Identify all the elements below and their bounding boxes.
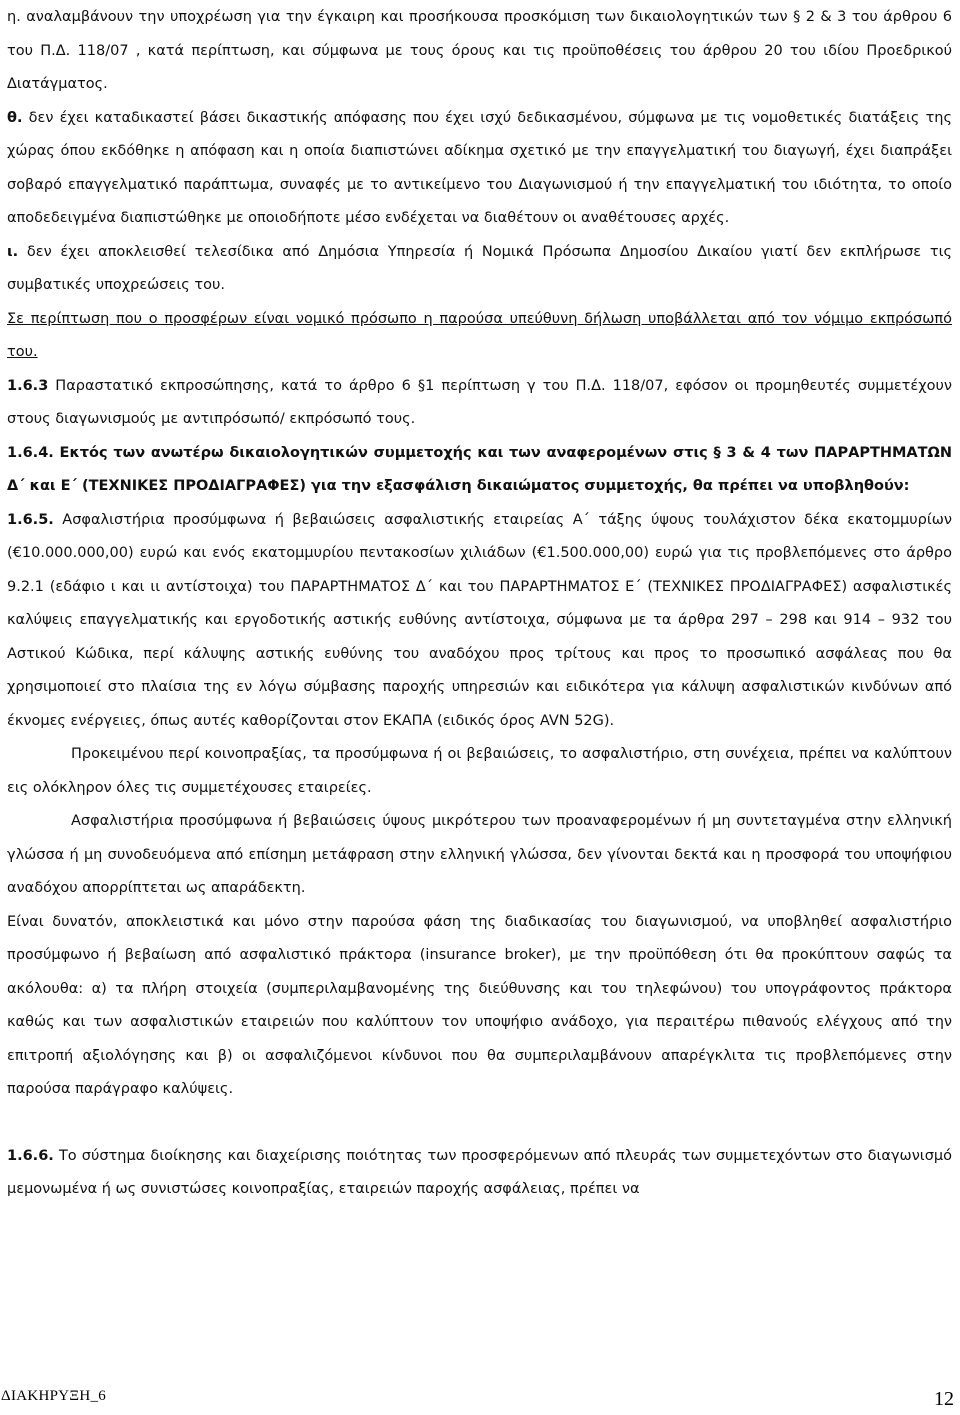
section-1-6-4	[7, 437, 952, 504]
section-number-1-6-6: 1.6.6.	[7, 1147, 54, 1164]
paragraph-spacer	[7, 1107, 952, 1140]
paragraph-broker	[7, 906, 952, 1107]
paragraph-eta-text: η. αναλαμβάνουν την υποχρέωση για την έγκαιρη και προσήκουσα προσκόμιση των δικαιολογητικών των § 2 & 3 του άρθρου 6 του Π.Δ. 118/07 , κατά περίπτωση, και σύμφωνα με τους όρους και τις προϋποθέσεις του άρθρου 20 του ιδίου Προεδρικού Διατάγματος.	[7, 9, 952, 92]
paragraph-foreign-language-text: Ασφαλιστήρια προσύμφωνα ή βεβαιώσεις ύψους μικρότερου των προαναφερομένων ή μη συντεταγμένα στην ελληνική γλώσσα ή μη συνοδευόμενα από επίσημη μετάφραση στην ελληνική γλώσσα, δεν γίνονται δεκτά και η προσφορά του υποψήφιου αναδόχου απορρίπτεται ως απαράδεκτη.	[7, 813, 952, 896]
legal-person-note: Σε περίπτωση που ο προσφέρων είναι νομικό πρόσωπο η παρούσα υπεύθυνη δήλωση υποβάλλεται από τον νόμιμο εκπρόσωπό του.	[7, 310, 952, 360]
item-label-iota: ι.	[7, 243, 19, 260]
paragraph-theta	[7, 102, 952, 236]
section-1-6-4-text: 1.6.4. Εκτός των ανωτέρω δικαιολογητικών συμμετοχής και των αναφερομένων στις § 3 & 4 των ΠΑΡΑΡΤΗΜΑΤΩΝ Δ΄ και Ε΄ (ΤΕΧΝΙΚΕΣ ΠΡΟΔΙΑΓΡΑΦΕΣ) για την εξασφάλιση δικαιώματος συμμετοχής, θα πρέπει να υποβληθούν:	[7, 444, 952, 494]
paragraph-eta	[7, 1, 952, 102]
paragraph-consortium-text: Προκειμένου περί κοινοπραξίας, τα προσύμφωνα ή οι βεβαιώσεις, το ασφαλιστήριο, στη συνέχεια, πρέπει να καλύπτουν εις ολόκληρον όλες τις συμμετέχουσες εταιρείες.	[7, 746, 952, 796]
section-1-6-3	[7, 370, 952, 437]
page-footer	[0, 1388, 960, 1414]
section-1-6-5-text: Ασφαλιστήρια προσύμφωνα ή βεβαιώσεις ασφαλιστικής εταιρείας Α΄ τάξης ύψους τουλάχιστον δέκα εκατομμυρίων (€10.000.000,00) ευρώ και ενός εκατομμυρίου πεντακοσίων χιλιάδων (€1.500.000,00) ευρώ για τις προβλεπόμενες στο άρθρο 9.2.1 (εδάφιο ι και ιι αντίστοιχα) του ΠΑΡΑΡΤΗΜΑΤΟΣ Δ΄ και του ΠΑΡΑΡΤΗΜΑΤΟΣ Ε΄ (ΤΕΧΝΙΚΕΣ ΠΡΟΔΙΑΓΡΑΦΕΣ) ασφαλιστικές καλύψεις επαγγελματικής και εργοδοτικής αστικής ευθύνης αντίστοιχα, σύμφωνα με τα άρθρα 297 – 298 και 914 – 932 του Αστικού Κώδικα, περί κάλυψης αστικής ευθύνης του αναδόχου προς τρίτους και προς το προσωπικό ασφάλεας που θα χρησιμοποιεί στο πλαίσια της εν λόγω σύμβασης παροχής υπηρεσιών και ειδικότερα για κάλυψη ασφαλιστικών κινδύνων από έκνομες ενέργειες, όπως αυτές καθορίζονται στον ΕΚΑΠΑ (ειδικός όρος AVN 52G).	[7, 511, 952, 729]
section-1-6-5	[7, 504, 952, 739]
footer-doc-code: ΔΙΑΚΗΡΥΞΗ_6	[1, 1388, 107, 1404]
paragraph-broker-text: Είναι δυνατόν, αποκλειστικά και μόνο στην παρούσα φάση της διαδικασίας του διαγωνισμού, να υποβληθεί ασφαλιστήριο προσύμφωνο ή βεβαίωση από ασφαλιστικό πράκτορα (insurance broker), με την προϋπόθεση ότι θα προκύπτουν σαφώς τα ακόλουθα: α) τα πλήρη στοιχεία (συμπεριλαμβανομένης της διεύθυνσης και του τηλεφώνου) του υπογράφοντος πράκτορα καθώς και των ασφαλιστικών εταιρειών που καλύπτουν τον υποψήφιο ανάδοχο, για περαιτέρω πιθανούς ελέγχους από την επιτροπή αξιολόγησης και β) οι ασφαλιζόμενοι κίνδυνοι που θα συμπεριλαμβάνουν απαρέγκλιτα τις προβλεπόμενες στην παρούσα παράγραφο καλύψεις.	[7, 913, 952, 1097]
paragraph-legal-person	[7, 303, 952, 370]
paragraph-iota-text: δεν έχει αποκλεισθεί τελεσίδικα από Δημόσια Υπηρεσία ή Νομικά Πρόσωπα Δημοσίου Δικαίου γιατί δεν εκπλήρωσε τις συμβατικές υποχρεώσεις του.	[7, 243, 952, 293]
section-number-1-6-5: 1.6.5.	[7, 511, 54, 528]
page-number: 12	[934, 1388, 954, 1410]
section-1-6-6	[7, 1140, 952, 1207]
paragraph-theta-text: δεν έχει καταδικαστεί βάσει δικαστικής απόφασης που έχει ισχύ δεδικασμένου, σύμφωνα με τις νομοθετικές διατάξεις της χώρας όπου εκδόθηκε η απόφαση και η οποία διαπιστώνει αδίκημα σχετικό με την επαγγελματική του διαγωγή, έχει διαπράξει σοβαρό επαγγελματικό παράπτωμα, συναφές με το αντικείμενο του Διαγωνισμού ή την επαγγελματική του ιδιότητα, το οποίο αποδεδειγμένα διαπιστώθηκε με οποιοδήποτε μέσο ενδέχεται να διαθέτουν οι αναθέτουσες αρχές.	[7, 109, 952, 226]
section-1-6-3-text: Παραστατικό εκπροσώπησης, κατά το άρθρο 6 §1 περίπτωση γ του Π.Δ. 118/07, εφόσον οι προμηθευτές συμμετέχουν στους διαγωνισμούς με αντιπρόσωπό/ εκπρόσωπό τους.	[7, 377, 952, 427]
section-number-1-6-3: 1.6.3	[7, 377, 49, 394]
paragraph-consortium	[7, 738, 952, 805]
section-1-6-6-text: Το σύστημα διοίκησης και διαχείρισης ποιότητας των προσφερόμενων από πλευράς των συμμετεχόντων στο διαγωνισμό μεμονωμένα ή ως συνιστώσες κοινοπραξίας, εταιρειών παροχής ασφάλειας, πρέπει να	[7, 1147, 952, 1197]
paragraph-iota	[7, 236, 952, 303]
item-label-theta: θ.	[7, 109, 23, 126]
paragraph-foreign-language	[7, 805, 952, 906]
